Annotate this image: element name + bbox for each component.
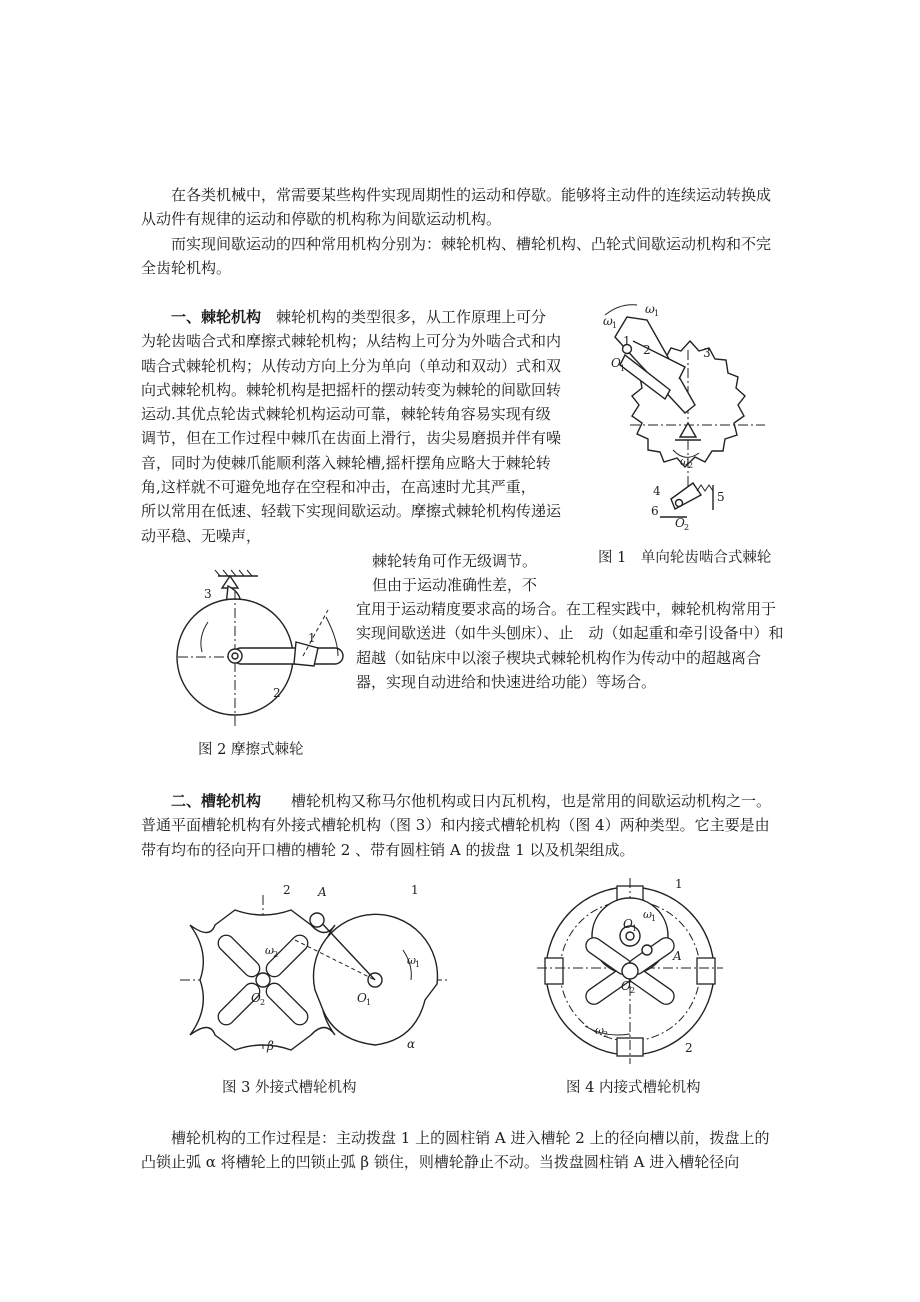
fig3-label-alpha: α (407, 1037, 416, 1051)
fig3-omega1: ω (407, 954, 416, 967)
fig1-label-O2: O (675, 516, 685, 530)
svg-text:2: 2 (260, 998, 266, 1007)
intro-paragraph-1: 在各类机械中，常需要某些构件实现周期性的运动和停歇。能够将主动件的连续运动转换成从动件有规律的运动和停歇的机构称为间歇运动机构。 (141, 186, 772, 229)
fig4-label-1: 1 (675, 877, 683, 891)
fig2-caption: 图 2 摩擦式棘轮 (198, 742, 304, 758)
svg-text:1: 1 (415, 960, 421, 969)
fig3-label-O2: O (251, 991, 261, 1005)
ratchet-heading: 一、棘轮机构 (171, 308, 262, 326)
svg-text:1: 1 (654, 309, 660, 318)
svg-text:1: 1 (632, 924, 638, 933)
ratchet-text-b1: 棘轮转角可作无级调节。 (372, 552, 538, 570)
fig1-label-1: 1 (623, 334, 631, 348)
fig3-label-2: 2 (283, 883, 291, 897)
fig2-label-1: 1 (308, 631, 316, 645)
fig3-label-beta: β (267, 1039, 274, 1053)
ratchet-text-b2: 但由于运动准确性差，不 (372, 576, 538, 594)
fig3-external-geneva-figure (175, 880, 455, 1055)
svg-text:1: 1 (366, 998, 372, 1007)
fig1-label-2: 2 (643, 343, 651, 357)
fig2-friction-ratchet-figure (178, 562, 358, 732)
fig1-label-O1: O (611, 356, 621, 370)
geneva-heading: 二、槽轮机构 (171, 792, 262, 810)
fig4-label-A: A (673, 949, 682, 963)
fig1-label-6: 6 (651, 504, 659, 518)
fig4-label-2: 2 (685, 1041, 693, 1055)
fig1-omega2: ω (680, 455, 689, 468)
fig3-label-1: 1 (411, 883, 419, 897)
fig4-caption: 图 4 内接式槽轮机构 (566, 1080, 701, 1096)
fig2-label-3: 3 (204, 587, 212, 601)
fig1-label-5: 5 (717, 490, 725, 504)
svg-text:1: 1 (651, 914, 657, 923)
svg-text:2: 2 (684, 523, 690, 532)
geneva-text: 槽轮机构又称马尔他机构或日内瓦机构，也是常用的间歇运动机构之一。普通平面槽轮机构有外接式槽轮机构（图 3）和内接式槽轮机构（图 4）两种类型。它主要是由带有均布的径向开口槽的槽轮 2 、带有圆柱销 A 的拔盘 1 以及机架组成。 (141, 792, 772, 859)
intro-paragraph-2: 而实现间歇运动的四种常用机构分别为：棘轮机构、槽轮机构、凸轮式间歇运动机构和不完全齿轮机构。 (141, 235, 772, 278)
fig3-label-O1: O (357, 991, 367, 1005)
svg-text:2: 2 (603, 1030, 609, 1039)
geneva-process-paragraph: 槽轮机构的工作过程是：主动拨盘 1 上的圆柱销 A 进入槽轮 2 上的径向槽以前，拨盘上的凸锁止弧 α 将槽轮上的凹锁止弧 β 锁住，则槽轮静止不动。当拨盘圆柱销 A 进入槽轮径向 (141, 1129, 770, 1172)
fig4-internal-geneva-figure (535, 876, 720, 1061)
svg-text:2: 2 (630, 986, 636, 995)
fig1-caption: 图 1 单向轮齿啮合式棘轮 (598, 550, 772, 566)
svg-text:2: 2 (688, 461, 694, 470)
fig4-label-O1: O (623, 917, 633, 931)
fig3-caption: 图 3 外接式槽轮机构 (222, 1080, 357, 1096)
fig1-ratchet-figure (575, 295, 790, 540)
ratchet-paragraph (141, 305, 561, 548)
fig1-omega1-b: ω (645, 302, 655, 316)
fig4-omega2: ω (595, 1024, 604, 1037)
svg-text:1: 1 (612, 321, 618, 330)
fig1-label-3: 3 (703, 346, 711, 360)
fig1-omega1-a: ω (603, 314, 613, 328)
fig2-rocker (233, 648, 343, 664)
fig4-omega1: ω (643, 908, 652, 921)
fig3-label-A: A (318, 885, 327, 899)
geneva-paragraph (141, 789, 783, 862)
fig1-label-4: 4 (653, 484, 661, 498)
fig3-omega2: ω (265, 944, 274, 957)
ratchet-text-c: 宜用于运动精度要求高的场合。在工程实践中，棘轮机构常用于实现间歇送进（如牛头刨床）、止 动（如起重和牵引设备中）和超越（如钻床中以滚子楔块式棘轮机构作为传动中的超越离合器，实现自动进给和快速进给功能）等场合。 (356, 600, 784, 691)
fig4-label-O2: O (621, 979, 631, 993)
svg-text:2: 2 (273, 950, 279, 959)
fig2-label-2: 2 (273, 686, 281, 700)
svg-text:1: 1 (620, 364, 626, 373)
ratchet-text-a: 棘轮机构的类型很多，从工作原理上可分为轮齿啮合式和摩擦式棘轮机构；从结构上可分为外啮合式和内啮合式棘轮机构；从传动方向上分为单向（单动和双动）式和双向式棘轮机构。棘轮机构是把摇杆的摆动转变为棘轮的间歇回转运动.其优点轮齿式棘轮机构运动可靠，棘轮转角容易实现有级调节，但在工作过程中棘爪在齿面上滑行，齿尖易磨损并伴有噪音，同时为使棘爪能顺利落入棘轮槽,摇杆摆角应略大于棘轮转角,这样就不可避免地存在空程和冲击，在高速时尤其严重， 所以常用在低速、轻载下实现间歇运动。摩擦式棘轮机构传递运动平稳、无噪声， (141, 308, 562, 545)
